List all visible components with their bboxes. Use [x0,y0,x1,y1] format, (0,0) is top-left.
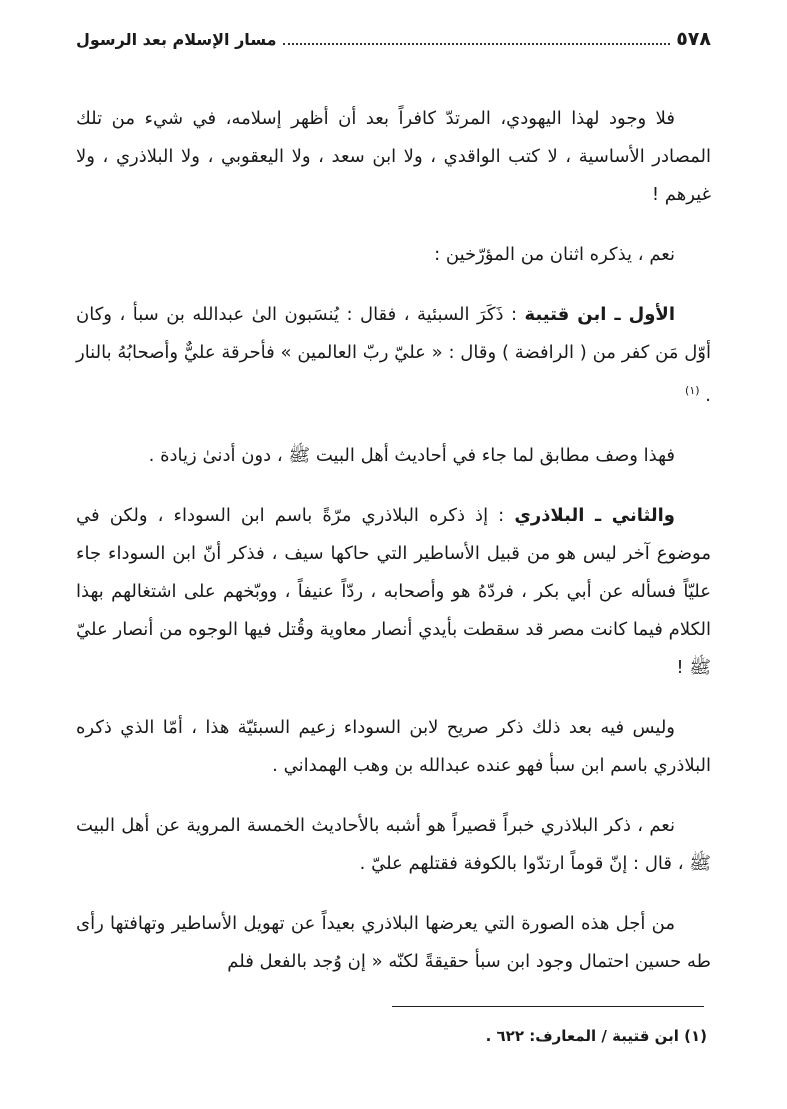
paragraph [76,296,711,415]
paragraph: فهذا وصف مطابق لما جاء في أحاديث أهل البيت ﷺ ، دون أدنىٰ زيادة . [148,445,675,466]
paragraph-label: الأول ـ ابن قتيبة [524,304,675,325]
footnote-divider [392,1006,704,1007]
footnote-reference: (١) [685,384,700,397]
paragraph: فلا وجود لهذا اليهودي، المرتدّ كافراً بعد أن أظهر إسلامه، في شيء من تلك المصادر الأساسية ، لا كتب الواقدي ، ولا ابن سعد ، ولا اليعقوبي ، ولا البلاذري ، ولا غيرهم ! [76,108,711,205]
paragraph: نعم ، ذكر البلاذري خبراً قصيراً هو أشبه بالأحاديث الخمسة المروية عن أهل البيت ﷺ ، قال : إنّ قوماً ارتدّوا بالكوفة فقتلهم عليّ . [76,815,711,874]
page-header [76,28,711,56]
body-text [76,100,711,981]
footnote: (١) ابن قتيبة / المعارف: ٦٢٢ . [485,1027,707,1045]
paragraph: وليس فيه بعد ذلك ذكر صريح لابن السوداء زعيم السبئيّة هذا ، أمّا الذي ذكره البلاذري باسم ابن سبأ فهو عنده عبدالله بن وهب الهمداني . [76,717,711,776]
paragraph-text: : ذَكَرَ السبئية ، فقال : يُنسَبون الىٰ عبدالله بن سبأ ، وكان أوّل مَن كفر من ( الرافضة ) وقال : « عليّ ربّ العالمين » فأحرقة عليٌّ وأصحابُهُ بالنار . [76,304,711,406]
header-leader-dots [283,43,671,45]
paragraph: من أجل هذه الصورة التي يعرضها البلاذري بعيداً عن تهويل الأساطير وتهافتها رأى طه حسين احتمال وجود ابن سبأ حقيقةً لكنّه « إن وُجد بالفعل فلم [76,913,711,972]
paragraph-text: : إذ ذكره البلاذري مرّةً باسم ابن السوداء ، ولكن في موضوع آخر ليس هو من قبيل الأساطير التي حاكها سيف ، فذكر أنّ ابن السوداء جاء عليّاً فسأله عن أبي بكر ، فردّهُ هو وأصحابه ، ردّاً عنيفاً ، ووبّخهم على اشتغالهم بهذا الكلام فيما كانت مصر قد سقطت بأيدي أنصار معاوية وقُتل فيها الوجوه من أنصار عليّ ﷺ ! [76,505,711,678]
page-number: ٥٧٨ [676,28,711,50]
paragraph [76,497,711,687]
paragraph: نعم ، يذكره اثنان من المؤرّخين : [434,244,675,265]
running-title: مسار الإسلام بعد الرسول [76,30,277,49]
paragraph-label: والثاني ـ البلاذري [514,505,675,526]
